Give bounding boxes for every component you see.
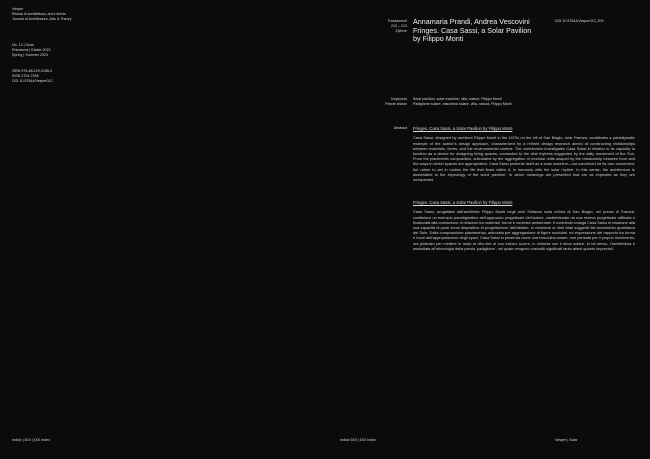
abstract-it [413, 200, 635, 251]
keywords-it: Padiglione solare, macchina solare, villa, natura, Filippo Monti [413, 102, 512, 106]
keywords-labels [340, 97, 407, 107]
issn: ISSN 2704-7598 [12, 74, 39, 78]
abstract-title-en: Fringes. Casa Sassi, a Solar Pavilion by Filippo Monti [413, 126, 513, 131]
abstract-en [413, 126, 635, 182]
article-title-line2: by Filippo Monti [413, 34, 464, 44]
issue-season-en: Spring | Summer 2023 [12, 53, 48, 57]
journal-name: Vesper [12, 7, 24, 11]
identifiers [12, 69, 152, 84]
keywords-label-en: Keywords [391, 97, 407, 101]
abstract-body-en: Casa Sassi, designed by architect Filippo Monti in the 1970s on the hill of San Biagio, near Faenza, constitutes a paradigmatic example of the author’s design approach, characterized by a refined design research aimed at constructing relationships between materials, forms, and the environmental context. The contribution investigates Casa Sassi in relation to its capacity to function as a device for designing living spaces, connected to the vital rhythms suggested by the daily movement of the Sun. From the planimetric composition, articulated by the aggregation of modular units shaped by the relationship between form and the ways in which spaces are appropriated, Casa Sassi presents itself as a solar machine—not conceived for its own movement, but rather to set in motion the life that flows within it, in harmony with the solar rhythm. In this sense, the architecture is assimilated to the etymology of the word ‘pavilion’, in which meanings are presented that are as expected as they are unexpected. [413, 135, 635, 183]
issue-number: No. 12 | Solar [12, 43, 34, 47]
article-title-line1: Fringes. Casa Sassi, a Solar Pavilion [413, 25, 532, 35]
footer-center: Indice DOI | DOI Index [340, 438, 377, 442]
journal-doi: DOI 10.57644/Vesper012 [12, 79, 53, 83]
keywords-values [413, 97, 613, 107]
section-label: Fondamenti [388, 19, 407, 23]
journal-subtitle-en: Journal of Architecture, Arts & Theory [12, 17, 72, 21]
keywords-label-it: Parole chiave [385, 102, 407, 106]
article-doi: DOI 10.57644/Vesper012_209 [555, 19, 604, 23]
journal-info [12, 7, 152, 22]
abstract-label: Abstract [393, 126, 407, 130]
footer-left: Indice | DOI | DOI Index [12, 438, 51, 442]
footer-right: Vesper | Solar [555, 438, 578, 442]
article-meta [340, 19, 407, 34]
article-authors: Annamaria Prandi, Andrea Vescovini [413, 17, 530, 26]
article-title-block [413, 18, 553, 44]
abstract-title-it: Fringes. Casa Sassi, a Solar Pavilion by Filippo Monti [413, 200, 513, 205]
article-type: Zyflexe [395, 29, 407, 33]
issue-season-it: Primavera | Estate 2023 [12, 48, 51, 52]
page-range: 210 – 213 [391, 24, 407, 28]
isbn: ISBN 978-88-229-0186-0 [12, 69, 53, 73]
journal-subtitle-it: Rivista di architettura, arti e teoria [12, 12, 66, 16]
abstract-body-it: Casa Sassi, progettata dall’architetto Filippo Monti negli anni Settanta sulla collina di San Biagio, nei pressi di Faenza, costituisce un esempio paradigmatico dell’approccio progettuale dell’autore, caratterizzato da una ricerca progettuale raffinata e finalizzata alla costruzione di relazioni tra materiali, forme e contesto ambientale. Il contributo indaga Casa Sassi in relazione alla sua capacità di porsi come dispositivo di progettazione dell’abitare, in relazione ai ritmi vitali suggeriti dal movimento quotidiano del Sole. Dalla composizione planimetrica, articolata per aggregazione di figure modulari, ed espressione del rapporto tra forma e modi dell’appropriazione degli spazi, Casa Sassi si presenta come una macchina solare, non pensata per il proprio movimento, ma piuttosto per mettere in moto la vita che al suo interno scorre, in sintonia con il ritmo solare. In tal senso, l’architettura è assimilata all’etimologia della parola ‘padiglione’, nel quale vengono custoditi significati tanto attesi quanto imprevisti. [413, 209, 635, 251]
keywords-en: Solar pavilion, solar machine, villa, nature, Filippo Monti [413, 97, 502, 101]
issue-info [12, 43, 152, 58]
